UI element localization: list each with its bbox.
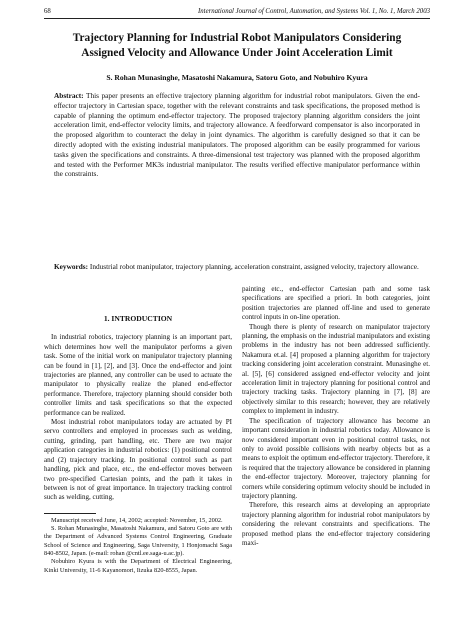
header-rule (44, 18, 430, 19)
body-paragraph: painting etc., end-effector Cartesian path and some task specifications are specified a priori. In both categories, joint position trajectories are planned off-line and used to generate control inputs in on-line operation. (242, 285, 430, 322)
body-paragraph: The specification of trajectory allowance has become an important consideration in industrial robotics today. Allowance is now considered important even in positional control tasks, not only to avoid possible collisions with nearby objects but as a means to exploit the optimum end-effector trajectory. Therefore, it is required that the trajectory allowance be considered in planning the end-effector trajectory. Moreover, trajectory planning for corners while considering optimum velocity should be included in trajectory planning. (242, 416, 430, 500)
footnote: Manuscript received June, 14, 2002; accepted: November, 15, 2002. (51, 516, 223, 524)
footnote-rule (44, 513, 96, 514)
footnote: S. Rohan Munasinghe, Masatoshi Nakamura, and Satoru Goto are with the Department of Advanced Systems Control Engineering, Graduate School of Science and Engineering, Saga University, 1 Honjomachi Saga 840-8502, Japan. (e-mail: rohan @cntl.ee.saga-u.ac.jp). (44, 525, 232, 557)
right-column (242, 285, 430, 548)
keywords (54, 262, 420, 272)
section-heading: 1. INTRODUCTION (103, 314, 173, 323)
body-paragraph: In industrial robotics, trajectory planning is an important part, which determines how well the manipulator performs a given task. Some of the initial work on manipulator trajectory planning can be found in [1], [2], and [3]. Once the end-effector and joint trajectories are planned, any controller can be used to actuate the manipulator to physically realize the planed end-effector performance. Therefore, trajectory planning should consider both controller limits and task specifications so that the expected performance can be realized. (44, 333, 232, 417)
title-line: Assigned Velocity and Allowance Under Joint Acceleration Limit (81, 47, 393, 59)
keywords-label: Keywords: (54, 262, 89, 271)
author-list: S. Rohan Munasinghe, Masatoshi Nakamura, Satoru Goto, and Nobuhiro Kyura (106, 73, 368, 82)
abstract-text: This paper presents an effective trajectory planning algorithm for industrial robot manipulators. Given the end-effector trajectory in Cartesian space, together with the relevant constraints and task specifications, the proposed method is capable of planning the optimum end-effector trajectory. The proposed trajectory planning algorithm considers the joint acceleration limit, end-effector velocity limits, and trajectory allowance. A feedforward compensator is also incorporated in the proposed algorithm to counteract the delay in joint dynamics. The algorithm is carefully designed so that it can be directly adopted with the existing industrial manipulators. The proposed algorithm can be easily programmed for various tasks given the specifications and constraints. A three-dimensional test trajectory was planned with the proposed algorithm and tested with the Performer MK3s industrial manipulator. The results verified effective manipulator performance within the constraints. (54, 91, 420, 179)
journal-citation: International Journal of Control, Automation, and Systems Vol. 1, No. 1, March 2003 (198, 8, 430, 15)
keywords-text: Industrial robot manipulator, trajectory planning, acceleration constraint, assigned velocity, trajectory allowance. (89, 262, 419, 271)
page-number: 68 (44, 8, 51, 15)
left-column (44, 285, 232, 575)
footnote: Nobuhiro Kyura is with the Department of Electrical Engineering, Kinki University, 11-6 Kayanomori, Iizuka 820-8555, Japan. (44, 558, 232, 574)
body-paragraph: Therefore, this research aims at developing an appropriate trajectory planning algorithm for industrial robot manipulators by considering the relevant constraints and specifications. The proposed method plans the end-effector trajectory considering maxi- (242, 501, 430, 547)
body-paragraph: Most industrial robot manipulators today are actuated by PI servo controllers and employed in processes such as welding, cutting, grinding, part handling, etc. There are two major application categories in industrial robotics: (1) positional control and (2) trajectory tracking. In positional control such as part handling, pick and place, etc., the end-effector moves between two pre-specified Cartesian points, and the path it takes in between is not of great importance. In trajectory tracking control such as welding, cutting, (44, 418, 232, 502)
abstract-label: Abstract: (54, 91, 84, 100)
abstract (54, 91, 420, 179)
paper-title (44, 31, 430, 61)
running-header (44, 7, 430, 17)
body-paragraph: Though there is plenty of research on manipulator trajectory planning, the emphasis on the industrial manipulators and existing problems in the industry has not been addressed sufficiently. Nakamura et.al. [4] proposed a planning algorithm for trajectory tracking considering joint acceleration constraint. Munasinghe et. al. [5], [6] considered assigned end-effector velocity and joint acceleration limit in trajectory planning for positional control and trajectory tracking tasks. Trajectory planning in [7], [8] are objectively similar to this research; however, they are relatively complex to implement in industry. (242, 322, 430, 416)
title-line: Trajectory Planning for Industrial Robot Manipulators Considering (72, 32, 402, 44)
